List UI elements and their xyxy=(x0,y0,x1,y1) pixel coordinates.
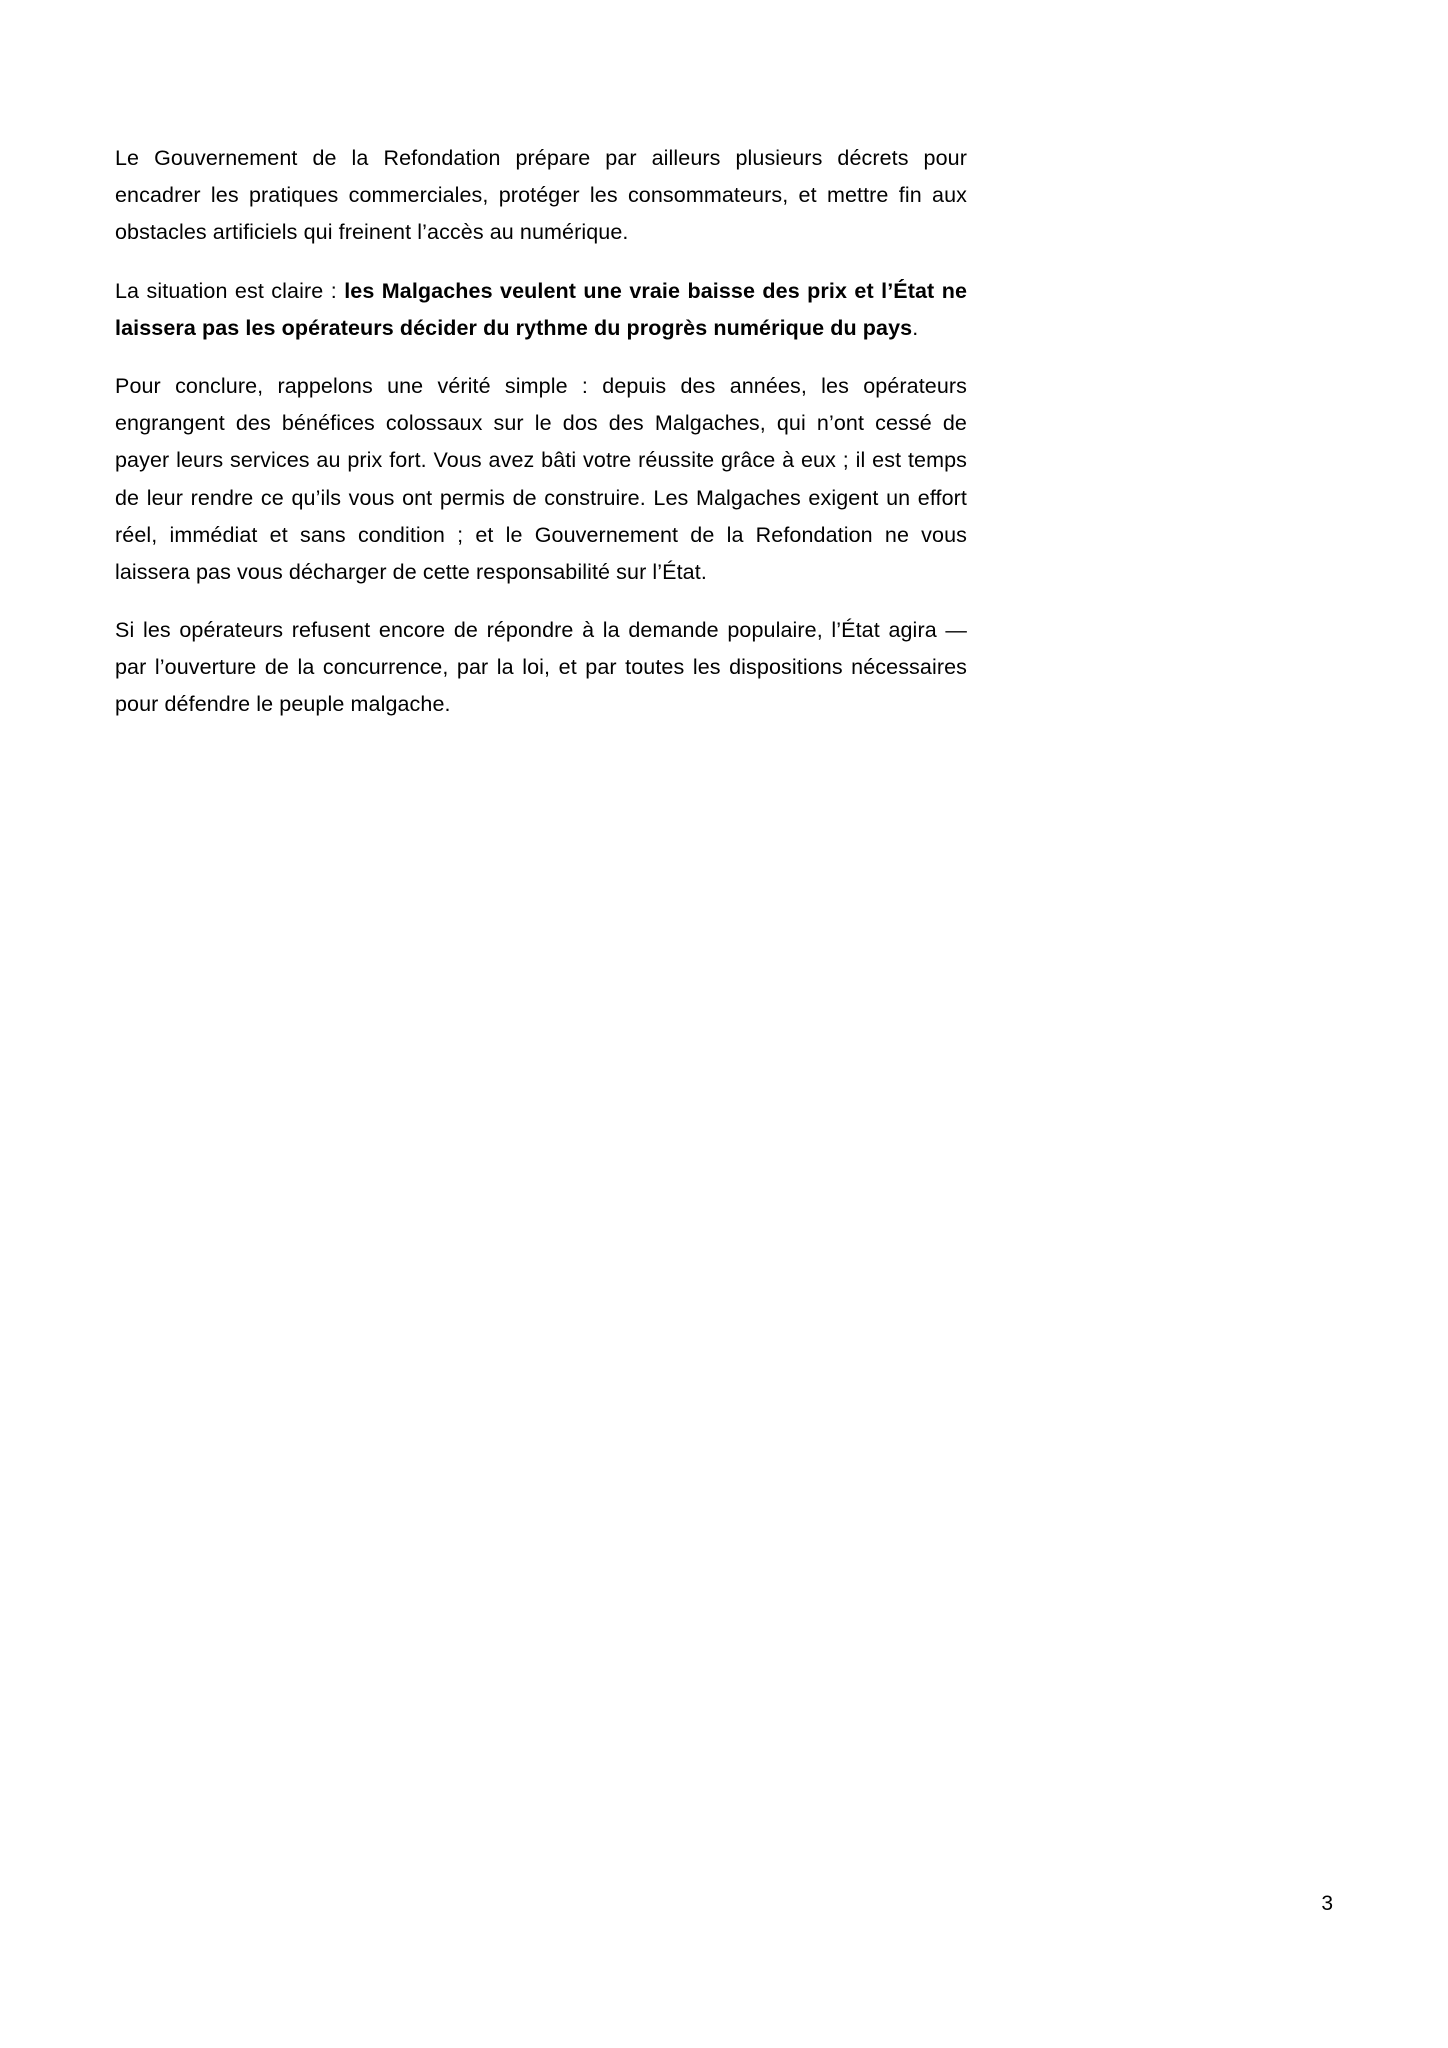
body-text: . xyxy=(912,315,919,340)
emphasis-text: les Malgaches veulent une vraie baisse des prix et l’État ne laissera pas les opérateurs décider du rythme du progrès numérique du pays xyxy=(115,278,968,340)
body-text: La situation est claire : xyxy=(115,278,345,303)
body-text: Pour conclure, rappelons une vérité simple : depuis des années, les opérateurs engrangent des bénéfices colossaux sur le dos des Malgaches, qui n’ont cessé de payer leurs services au prix fort. Vous avez bâti votre réussite grâce à eux ; il est temps de leur rendre ce qu’ils vous ont permis de construire. Les Malgaches exigent un effort réel, immédiat et sans condition ; et le Gouvernement de la Refondation ne vous laissera pas vous décharger de cette responsabilité sur l’État. xyxy=(115,373,967,584)
body-text: Si les opérateurs refusent encore de répondre à la demande populaire, l’État agira — par l’ouverture de la concurrence, par la loi, et par toutes les dispositions nécessaires pour défendre le peuple malgache. xyxy=(115,618,967,717)
paragraph-4 xyxy=(115,612,967,724)
body-text: Le Gouvernement de la Refondation prépare par ailleurs plusieurs décrets pour encadrer les pratiques commerciales, protéger les consommateurs, et mettre fin aux obstacles artificiels qui freinent l’accès au numérique. xyxy=(115,146,967,245)
page-number: 3 xyxy=(1321,1892,1333,1915)
document-body xyxy=(115,140,967,724)
paragraph-1 xyxy=(115,140,967,252)
paragraph-2 xyxy=(115,273,967,347)
paragraph-3 xyxy=(115,368,967,591)
